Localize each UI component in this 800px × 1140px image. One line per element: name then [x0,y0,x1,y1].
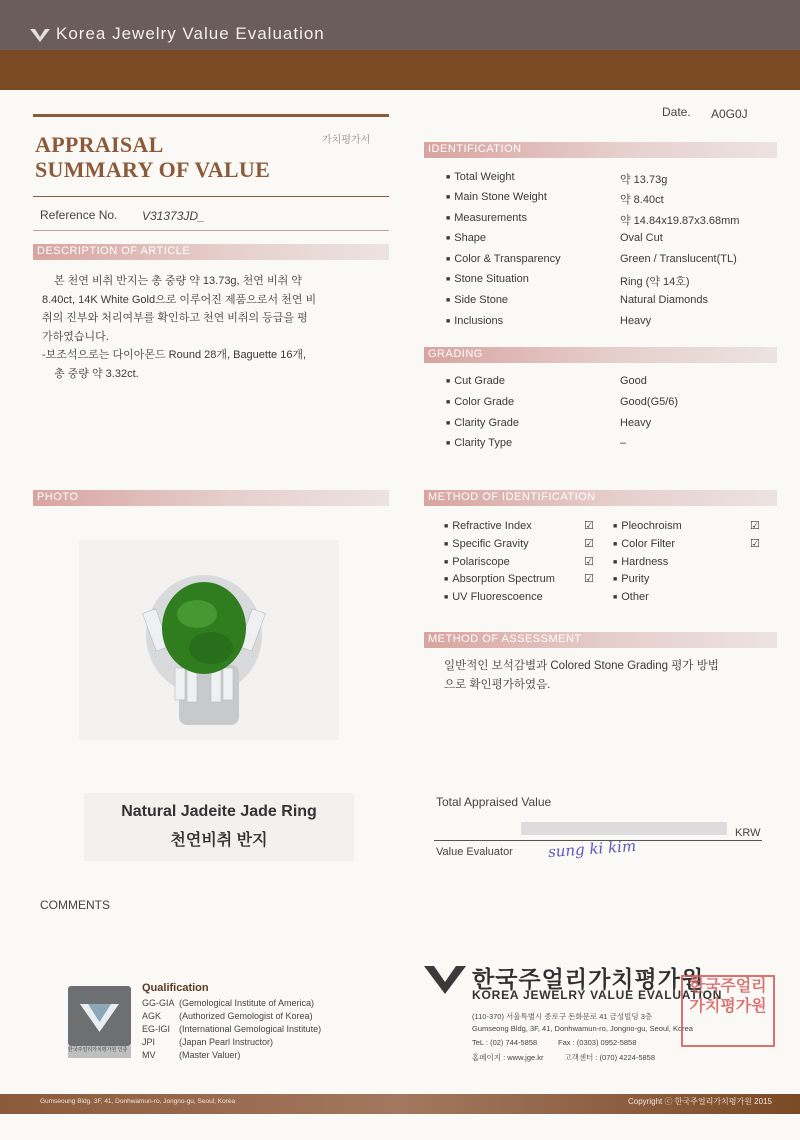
grade-label: ■ Clarity Type [446,437,512,449]
diamond-logo-icon [30,27,50,43]
title-line-1: APPRAISAL [35,132,164,157]
method-label: ■ Hardness [613,556,668,568]
section-identification: IDENTIFICATION [424,142,777,158]
item-name-korean: 천연비취 반지 [170,832,268,849]
checkbox-icon: ☑ [584,573,594,585]
footer-address: Gumseoung Bldg. 3F, 41, Donhwamun-ro, Jongno-gu, Seoul, Korea [40,1098,236,1105]
ident-label: ■ Measurements [446,212,527,224]
qualification-row: EG-IGI (International Gemological Institute) [142,1024,322,1034]
assessment-line: 일반적인 보석감별과 Colored Stone Grading 평가 방법 [444,660,719,672]
evaluator-label: Value Evaluator [436,846,513,858]
grade-value: Good [620,375,647,387]
qualification-row: MV (Master Valuer) [142,1050,241,1060]
jade-ring-image [79,540,339,740]
ident-label: ■ Color & Transparency [446,253,561,265]
qualification-row: AGK (Authorized Gemologist of Korea) [142,1011,313,1021]
total-value-label: Total Appraised Value [436,795,552,809]
desc-line: 8.40ct, 14K White Gold으로 이루어진 제품으로서 천연 비 [42,293,317,306]
section-grading: GRADING [424,347,777,363]
title-rule [33,114,389,117]
address-line: (110-370) 서울특별시 종로구 돈화문로 41 금성빌딩 3층 [472,1012,653,1021]
item-name-english: Natural Jadeite Jade Ring [121,803,317,820]
address-line: TeL : (02) 744-5858 Fax : (0303) 0952-5858 [472,1038,637,1047]
desc-line: 취의 진부와 처리여부를 확인하고 천연 비취의 등급을 평 [42,312,308,324]
grade-value: Heavy [620,417,652,429]
ident-value: Oval Cut [620,232,663,244]
ident-value: 약 13.73g [620,174,668,186]
desc-line: 가하였습니다. [42,330,109,343]
description-text [42,272,388,383]
date-value: A0G0J [711,107,748,121]
reference-label: Reference No. [40,208,118,222]
qualification-badge-icon [68,986,131,1046]
grade-label: ■ Cut Grade [446,375,505,387]
checkbox-icon: ☑ [584,520,594,532]
reference-divider [33,230,389,231]
header-title: Korea Jewelry Value Evaluation [56,24,325,43]
grade-value: Good(G5/6) [620,396,679,408]
qualification-title: Qualification [142,982,209,994]
brand-logo-icon [424,962,466,996]
desc-line: -보조석으로는 다이아몬드 Round 28개, Baguette 16개, [42,349,307,361]
ident-value: Green / Translucent(TL) [620,253,737,265]
ring-photo [79,540,339,740]
grade-label: ■ Color Grade [446,396,514,408]
title-divider [33,196,389,197]
ident-label: ■ Total Weight [446,171,515,183]
method-label: ■ UV Fluorescoence [444,591,543,603]
grade-label: ■ Clarity Grade [446,417,519,429]
checkbox-icon: ☑ [750,520,760,532]
currency-label: KRW [735,827,761,839]
ident-label: ■ Inclusions [446,315,503,327]
grade-value: – [620,437,627,449]
method-label: ■ Other [613,591,649,603]
badge-note: 한국주얼리가치평가원 인증 [68,1046,131,1058]
ident-label: ■ Stone Situation [446,273,529,285]
evaluator-signature: sung ki kim [547,836,637,862]
ident-value: Heavy [620,315,652,327]
checkbox-icon: ☑ [584,538,594,550]
reference-value: V31373JD_ [142,209,205,223]
header-band [0,50,800,90]
method-label: ■ Polariscope [444,556,510,568]
method-label: ■ Absorption Spectrum [444,573,555,585]
checkbox-icon: ☑ [584,556,594,568]
qualification-row: JPI (Japan Pearl Instructor) [142,1037,274,1047]
address-line: Gumseong Bldg, 3F, 41, Donhwamun-ro, Jongno-gu, Seoul, Korea [472,1024,693,1033]
title-line-2: SUMMARY OF VALUE [35,157,271,182]
redacted-value [521,822,727,835]
address-line: 홈페이지 : www.jge.kr 고객센터 : (070) 4224-5858 [472,1053,656,1062]
method-label: ■ Pleochroism [613,520,682,532]
ident-label: ■ Side Stone [446,294,508,306]
section-photo: PHOTO [33,490,389,506]
ident-label: ■ Main Stone Weight [446,191,547,203]
section-method-assessment: METHOD OF ASSESSMENT [424,632,777,648]
official-seal: 한국주얼리가치평가원 [681,975,775,1047]
ident-value: Ring (약 14호) [620,276,690,288]
desc-line: 본 천연 비취 반지는 총 중량 약 13.73g, 천연 비취 약 [54,275,302,287]
checkbox-icon: ☑ [750,538,760,550]
section-method-identification: METHOD OF IDENTIFICATION [424,490,777,506]
ident-label: ■ Shape [446,232,486,244]
assessment-line: 으로 확인평가하였음. [444,679,551,691]
brand-name-english: KOREA JEWELRY VALUE EVALUATION [472,988,723,1002]
ident-value: 약 14.84x19.87x3.68mm [620,215,740,227]
date-label: Date. [662,105,691,119]
desc-line: 총 중량 약 3.32ct. [54,367,139,380]
ident-value: Natural Diamonds [620,294,709,306]
qualification-row: GG-GIA (Gemological Institute of America) [142,998,315,1008]
ident-value: 약 8.40ct [620,194,664,206]
comments-label: COMMENTS [40,898,110,912]
footer-copyright: Copyright ⓒ 한국주얼리가치평가원 2015 [628,1097,772,1106]
method-label: ■ Refractive Index [444,520,532,532]
brand-name-korean: 한국주얼리가치평가원 [472,966,705,992]
method-label: ■ Purity [613,573,649,585]
method-label: ■ Color Filter [613,538,675,550]
title-korean: 가치평가서 [322,135,371,146]
method-label: ■ Specific Gravity [444,538,529,550]
section-description: DESCRIPTION OF ARTICLE [33,244,389,260]
assessment-text [444,657,784,695]
page-title [35,132,270,182]
